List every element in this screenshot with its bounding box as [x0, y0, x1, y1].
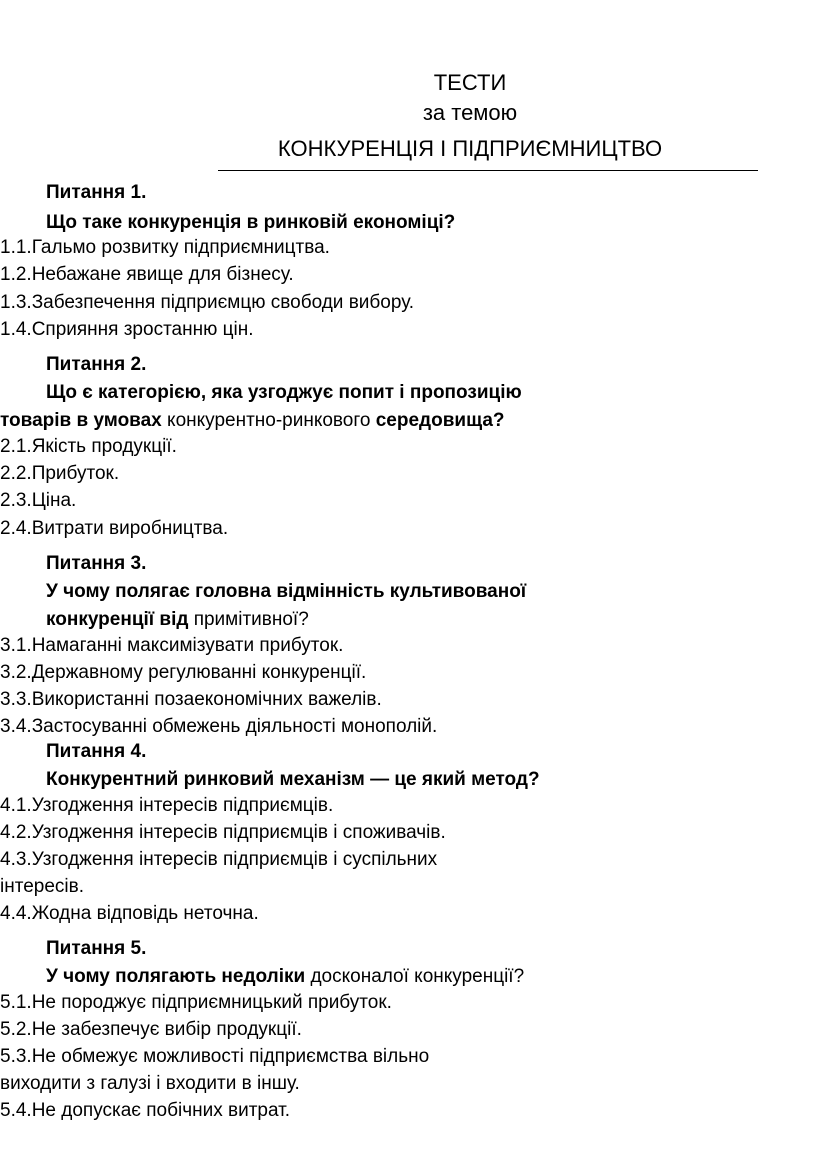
- question-5-normal-part: досконалої конкуренції?: [305, 966, 525, 987]
- answer-3-2: 3.2.Державному регулюванні конкуренції.: [0, 662, 367, 683]
- answer-1-1: 1.1.Гальмо розвитку підприємництва.: [0, 237, 330, 258]
- question-5-text: [46, 965, 524, 989]
- question-4-label: Питання 4.: [46, 741, 147, 762]
- answer-2-1: 2.1.Якість продукції.: [0, 436, 177, 457]
- answer-3-1: 3.1.Намаганні максимізувати прибуток.: [0, 635, 344, 656]
- question-4-text: Конкурентний ринковий механізм — це який метод?: [46, 769, 540, 790]
- answer-2-2: 2.2.Прибуток.: [0, 463, 120, 484]
- question-5-bold-part: У чому полягають недоліки: [46, 966, 306, 987]
- answer-3-3: 3.3.Використанні позаекономічних важелів.: [0, 689, 382, 710]
- question-2-label: Питання 2.: [46, 354, 147, 375]
- question-2-bold-part2: середовища?: [375, 410, 505, 431]
- question-2-bold-part1: товарів в умовах: [0, 410, 162, 431]
- question-1-label: Питання 1.: [46, 182, 147, 203]
- document-title: ТЕСТИ: [433, 70, 507, 95]
- answer-4-2: 4.2.Узгодження інтересів підприємців і споживачів.: [0, 822, 446, 843]
- answer-5-2: 5.2.Не забезпечує вибір продукції.: [0, 1019, 302, 1040]
- answer-2-3: 2.3.Ціна.: [0, 490, 77, 511]
- answer-1-2: 1.2.Небажане явище для бізнесу.: [0, 264, 294, 285]
- answer-4-4: 4.4.Жодна відповідь неточна.: [0, 903, 259, 924]
- answer-4-3: 4.3.Узгодження інтересів підприємців і суспільних: [0, 849, 438, 870]
- answer-1-4: 1.4.Сприяння зростанню цін.: [0, 319, 254, 340]
- question-2-text-line1: Що є категорією, яка узгоджує попит і пропозицію: [46, 382, 522, 403]
- answer-5-3-continued: виходити з галузі і входити в іншу.: [0, 1073, 300, 1094]
- header-divider: [218, 170, 758, 171]
- answer-5-4: 5.4.Не допускає побічних витрат.: [0, 1100, 291, 1121]
- question-5-label: Питання 5.: [46, 938, 147, 959]
- document-subtitle: за темою: [422, 100, 518, 125]
- answer-3-4: 3.4.Застосуванні обмежень діяльності монополій.: [0, 716, 438, 737]
- question-3-normal-part: примітивної?: [188, 609, 309, 630]
- answer-4-1: 4.1.Узгодження інтересів підприємців.: [0, 795, 334, 816]
- answer-4-3-continued: інтересів.: [0, 876, 84, 897]
- question-3-text-line1: У чому полягає головна відмінність культивованої: [46, 581, 527, 602]
- question-3-text-line2: [46, 608, 309, 632]
- question-2-text-line2: [0, 409, 505, 433]
- question-3-label: Питання 3.: [46, 553, 147, 574]
- answer-5-1: 5.1.Не породжує підприємницький прибуток.: [0, 992, 392, 1013]
- document-topic: КОНКУРЕНЦІЯ І ПІДПРИЄМНИЦТВО: [277, 136, 663, 161]
- answer-2-4: 2.4.Витрати виробництва.: [0, 518, 229, 539]
- question-3-bold-part: конкуренції від: [46, 609, 189, 630]
- question-1-text: Що таке конкуренція в ринковій економіці?: [46, 212, 456, 233]
- answer-5-3: 5.3.Не обмежує можливості підприємства вільно: [0, 1046, 430, 1067]
- answer-1-3: 1.3.Забезпечення підприємцю свободи вибору.: [0, 292, 415, 313]
- question-2-normal-part: конкурентно-ринкового: [161, 410, 376, 431]
